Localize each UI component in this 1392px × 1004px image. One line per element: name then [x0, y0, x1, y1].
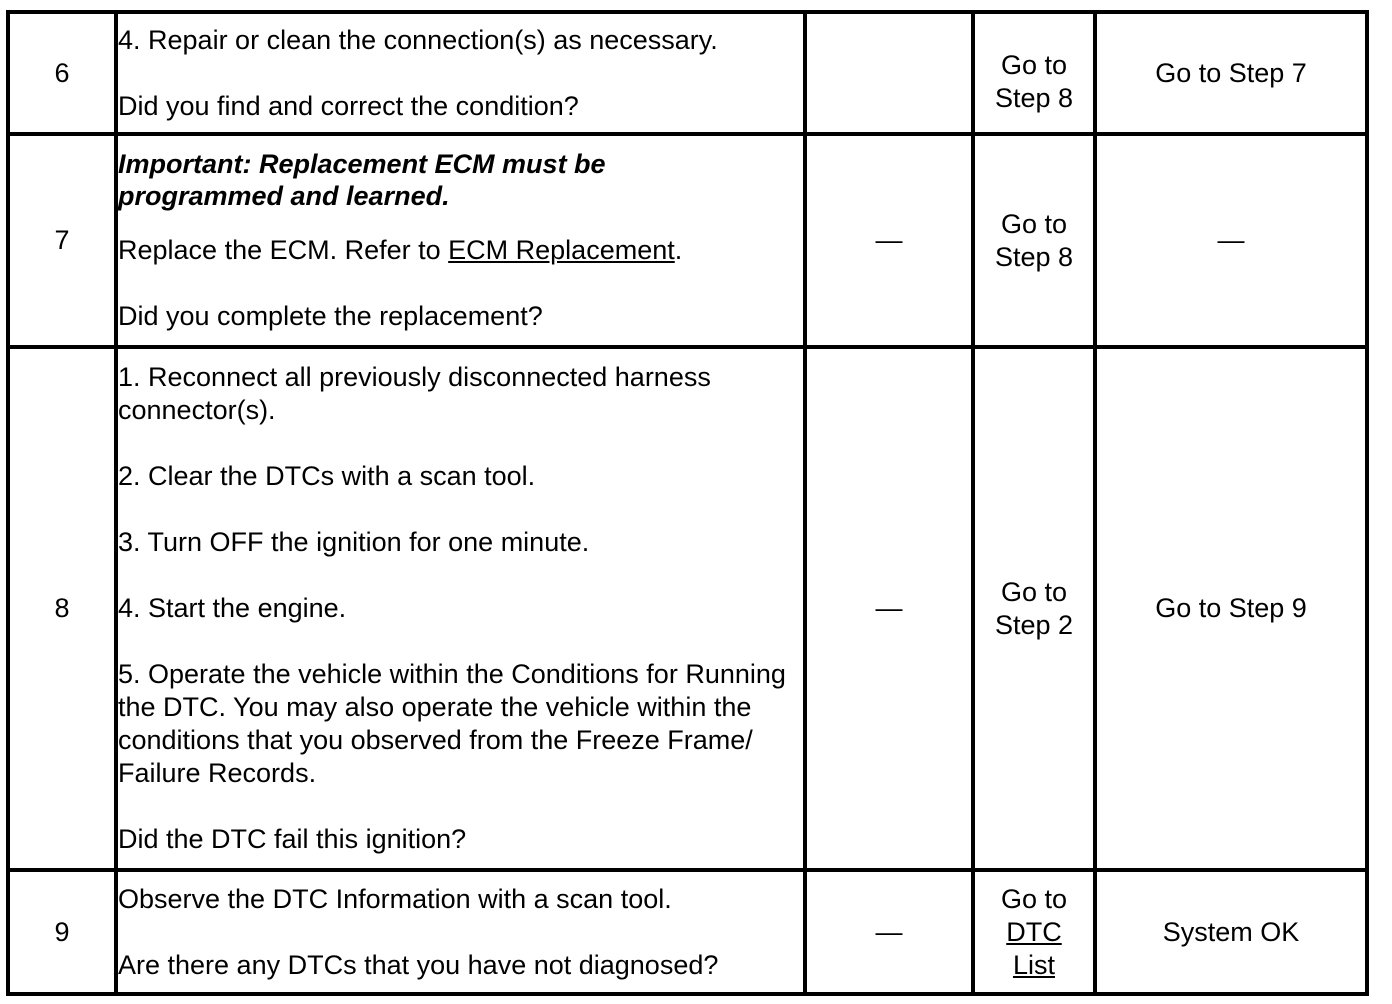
- yes-text: Go to: [1000, 576, 1068, 607]
- yes-text: Go to: [1000, 883, 1068, 914]
- action-cell: [116, 870, 805, 994]
- no-cell: Go to Step 9: [1095, 347, 1367, 870]
- step-number: 7: [8, 134, 116, 347]
- action-question: Did the DTC fail this ignition?: [118, 824, 467, 854]
- yes-cell: [973, 12, 1095, 134]
- dtc-list-link[interactable]: DTC: [1006, 916, 1062, 947]
- yes-cell: [973, 134, 1095, 347]
- action-question: Did you complete the replacement?: [118, 301, 543, 331]
- action-question: Did you find and correct the condition?: [118, 90, 579, 121]
- value-cell: [805, 347, 973, 870]
- no-dash: —: [1217, 225, 1245, 255]
- action-text: 4. Start the engine.: [118, 593, 347, 623]
- action-cell: [116, 134, 805, 347]
- dtc-list-link[interactable]: List: [1012, 949, 1055, 980]
- action-cell: [116, 12, 805, 134]
- no-cell: [1095, 134, 1367, 347]
- value-dash: —: [875, 593, 903, 623]
- table-row: [8, 870, 1367, 994]
- step-number: 6: [8, 12, 116, 134]
- action-suffix: .: [674, 235, 683, 265]
- action-text: 5. Operate the vehicle within the Conditions for Running the DTC. You may also operate the vehicle within the conditions that you observed from the Freeze Frame/ Failure Records.: [118, 659, 786, 788]
- no-cell: Go to Step 7: [1095, 12, 1367, 134]
- important-note: Important: Replacement ECM must be programmed and learned.: [118, 149, 606, 211]
- action-text: 2. Clear the DTCs with a scan tool.: [118, 461, 536, 491]
- yes-text: Step 8: [994, 83, 1074, 113]
- yes-text: Go to: [1000, 208, 1068, 239]
- value-cell: [805, 12, 973, 134]
- yes-cell: [973, 347, 1095, 870]
- value-cell: [805, 134, 973, 347]
- no-cell: System OK: [1095, 870, 1367, 994]
- action-question: Are there any DTCs that you have not diagnosed?: [118, 949, 719, 980]
- value-dash: —: [875, 225, 903, 255]
- table-row: [8, 347, 1367, 870]
- action-text: 4. Repair or clean the connection(s) as necessary.: [118, 24, 718, 55]
- yes-text: Go to: [1000, 50, 1068, 80]
- step-number: 9: [8, 870, 116, 994]
- table-row: [8, 134, 1367, 347]
- ecm-replacement-link[interactable]: ECM Replacement: [448, 235, 675, 265]
- table-row: [8, 12, 1367, 134]
- yes-cell: [973, 870, 1095, 994]
- value-cell: [805, 870, 973, 994]
- step-number: 8: [8, 347, 116, 870]
- action-text: 1. Reconnect all previously disconnected harness connector(s).: [118, 362, 711, 425]
- action-text: [118, 234, 803, 267]
- value-dash: —: [875, 916, 903, 947]
- yes-text: Step 8: [994, 241, 1074, 272]
- action-text: 3. Turn OFF the ignition for one minute.: [118, 527, 590, 557]
- action-cell: [116, 347, 805, 870]
- yes-text: Step 2: [994, 609, 1074, 640]
- action-text: Observe the DTC Information with a scan tool.: [118, 883, 672, 914]
- diagnostic-table: [6, 10, 1369, 996]
- action-prefix: Replace the ECM. Refer to: [118, 235, 449, 265]
